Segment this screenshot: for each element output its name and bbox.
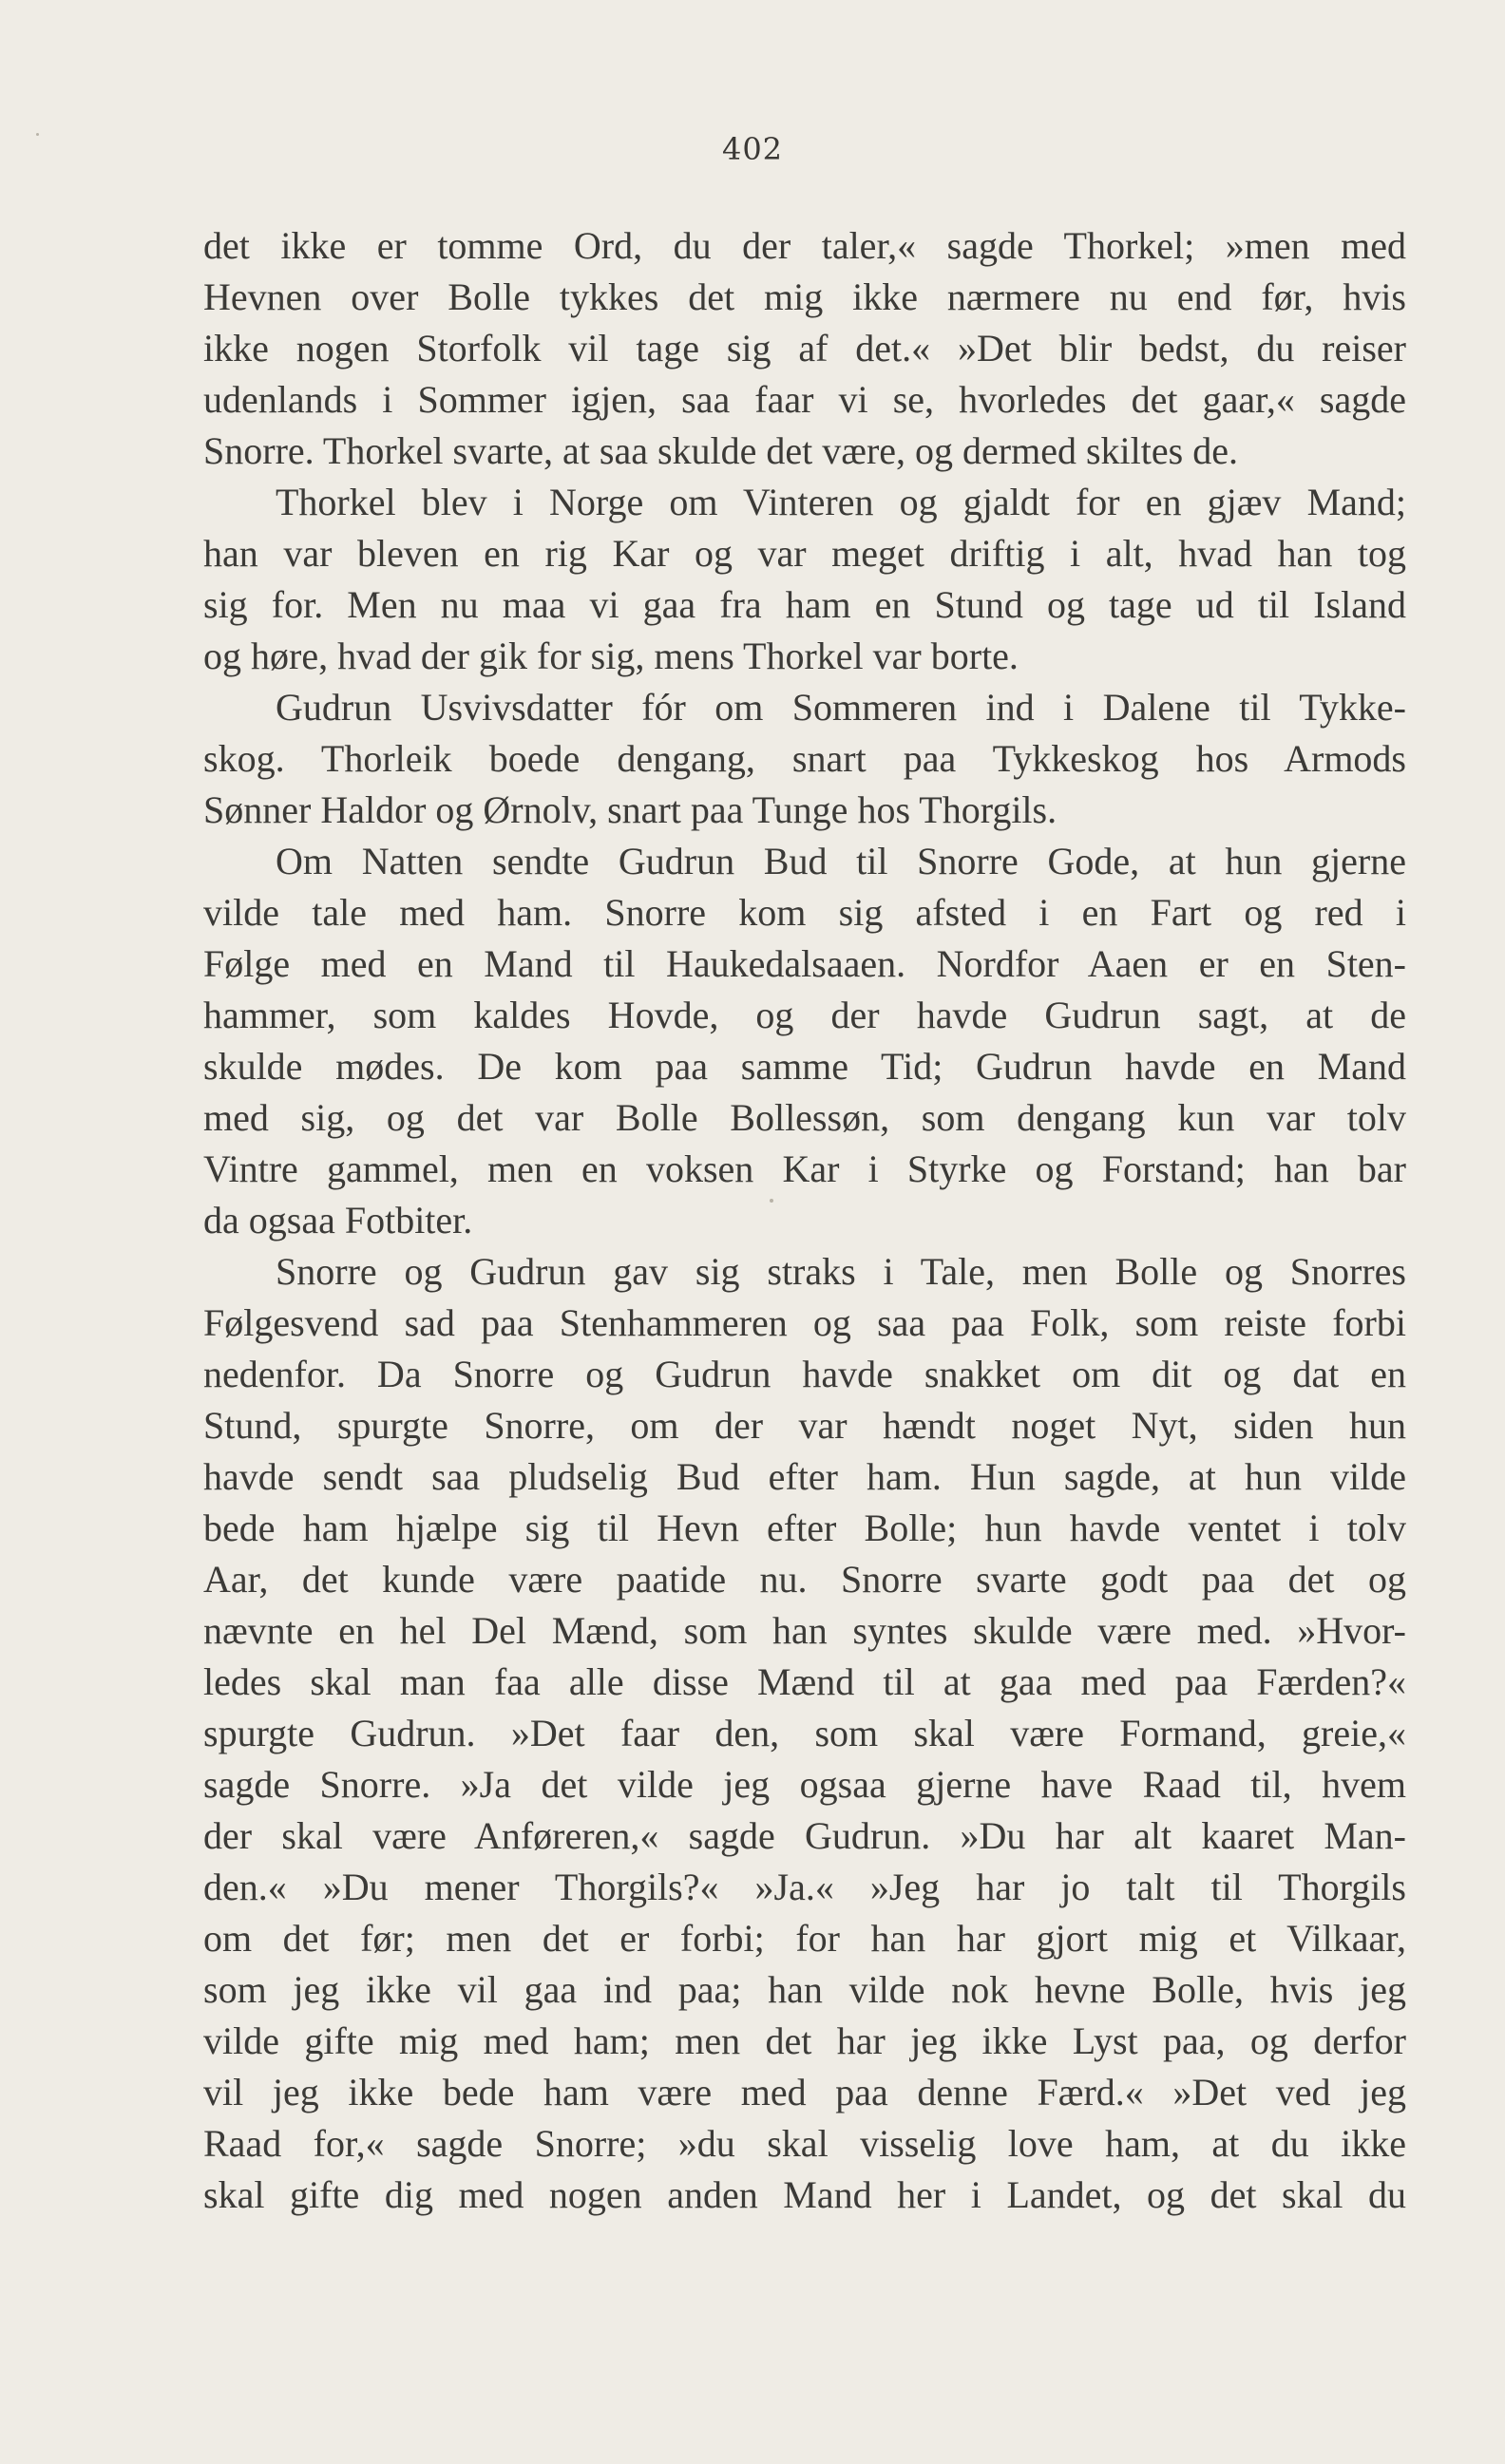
text-line: som jeg ikke vil gaa ind paa; han vilde nok hevne Bolle, hvis jeg — [203, 1968, 1406, 2011]
text-line: der skal være Anføreren,« sagde Gudrun. »Du har alt kaaret Man- — [203, 1814, 1406, 1857]
text-line: Hevnen over Bolle tykkes det mig ikke nærmere nu end før, hvis — [203, 275, 1406, 318]
text-line: med sig, og det var Bolle Bollessøn, som dengang kun var tolv — [203, 1096, 1406, 1139]
text-line: og høre, hvad der gik for sig, mens Thorkel var borte. — [203, 635, 1019, 677]
text-line: sig for. Men nu maa vi gaa fra ham en Stund og tage ud til Island — [203, 583, 1406, 626]
text-line: det ikke er tomme Ord, du der taler,« sagde Thorkel; »men med — [203, 224, 1406, 267]
text-line: Om Natten sendte Gudrun Bud til Snorre Gode, at hun gjerne — [276, 840, 1406, 882]
text-line: skog. Thorleik boede dengang, snart paa Tykkeskog hos Armods — [203, 737, 1406, 780]
text-line: Følge med en Mand til Haukedalsaaen. Nordfor Aaen er en Sten- — [203, 942, 1406, 985]
text-line: vilde tale med ham. Snorre kom sig afsted i en Fart og red i — [203, 891, 1406, 934]
text-line: skal gifte dig med nogen anden Mand her i Landet, og det skal du — [203, 2173, 1406, 2216]
text-line: vilde gifte mig med ham; men det har jeg ikke Lyst paa, og derfor — [203, 2019, 1406, 2062]
paper-speck — [36, 133, 39, 136]
text-line: nævnte en hel Del Mænd, som han syntes skulde være med. »Hvor- — [203, 1609, 1406, 1652]
text-line: Snorre. Thorkel svarte, at saa skulde det være, og dermed skiltes de. — [203, 429, 1238, 472]
text-line: den.« »Du mener Thorgils?« »Ja.« »Jeg har jo talt til Thorgils — [203, 1866, 1406, 1908]
text-line: udenlands i Sommer igjen, saa faar vi se, hvorledes det gaar,« sagde — [203, 378, 1406, 421]
text-line: Snorre og Gudrun gav sig straks i Tale, men Bolle og Snorres — [276, 1250, 1406, 1293]
text-line: Raad for,« sagde Snorre; »du skal visselig love ham, at du ikke — [203, 2122, 1406, 2165]
paper-speck — [770, 1199, 773, 1203]
text-line: Stund, spurgte Snorre, om der var hændt noget Nyt, siden hun — [203, 1404, 1406, 1447]
text-line: da ogsaa Fotbiter. — [203, 1199, 473, 1241]
page-number: 402 — [721, 131, 784, 167]
text-line: bede ham hjælpe sig til Hevn efter Bolle; hun havde ventet i tolv — [203, 1507, 1406, 1549]
text-line: spurgte Gudrun. »Det faar den, som skal være Formand, greie,« — [203, 1712, 1406, 1754]
text-line: Følgesvend sad paa Stenhammeren og saa paa Folk, som reiste forbi — [203, 1301, 1406, 1344]
text-line: havde sendt saa pludselig Bud efter ham. Hun sagde, at hun vilde — [203, 1455, 1406, 1498]
text-line: Vintre gammel, men en voksen Kar i Styrke og Forstand; han bar — [203, 1147, 1406, 1190]
body-text — [203, 220, 1406, 2221]
text-line: ikke nogen Storfolk vil tage sig af det.« »Det blir bedst, du reiser — [203, 327, 1406, 370]
text-line: Aar, det kunde være paatide nu. Snorre svarte godt paa det og — [203, 1558, 1406, 1601]
text-line: skulde mødes. De kom paa samme Tid; Gudrun havde en Mand — [203, 1045, 1406, 1088]
text-line: Sønner Haldor og Ørnolv, snart paa Tunge hos Thorgils. — [203, 788, 1057, 831]
text-line: nedenfor. Da Snorre og Gudrun havde snakket om dit og dat en — [203, 1353, 1406, 1395]
text-line: om det før; men det er forbi; for han har gjort mig et Vilkaar, — [203, 1917, 1406, 1960]
text-line: Gudrun Usvivsdatter fór om Sommeren ind i Dalene til Tykke- — [276, 686, 1406, 729]
text-line: sagde Snorre. »Ja det vilde jeg ogsaa gjerne have Raad til, hvem — [203, 1763, 1406, 1806]
text-line: vil jeg ikke bede ham være med paa denne Færd.« »Det ved jeg — [203, 2071, 1406, 2113]
text-line: ledes skal man faa alle disse Mænd til at gaa med paa Færden?« — [203, 1660, 1406, 1703]
text-line: han var bleven en rig Kar og var meget driftig i alt, hvad han tog — [203, 532, 1406, 575]
text-line: hammer, som kaldes Hovde, og der havde Gudrun sagt, at de — [203, 994, 1406, 1036]
text-line: Thorkel blev i Norge om Vinteren og gjaldt for en gjæv Mand; — [276, 481, 1406, 523]
